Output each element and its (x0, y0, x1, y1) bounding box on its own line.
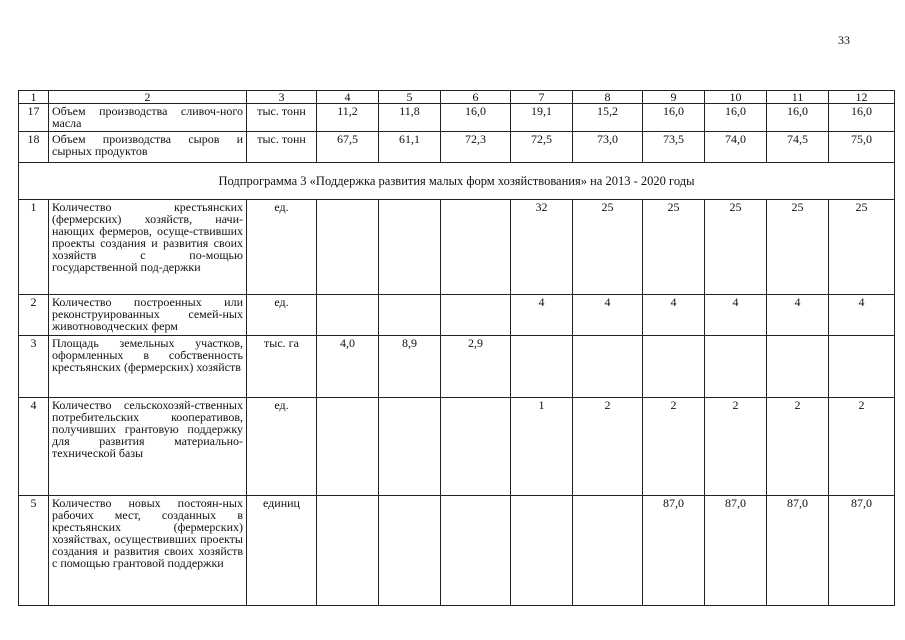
value-cell: 32 (511, 200, 573, 295)
row-number-cell: 18 (19, 132, 49, 163)
unit-cell: единиц (247, 496, 317, 606)
value-cell: 74,0 (705, 132, 767, 163)
value-cell (441, 496, 511, 606)
value-cell: 15,2 (573, 104, 643, 132)
value-cell: 87,0 (829, 496, 895, 606)
value-cell (767, 336, 829, 398)
column-number-cell: 1 (19, 91, 49, 104)
unit-cell: ед. (247, 295, 317, 336)
table-row (19, 295, 895, 336)
value-cell: 4 (511, 295, 573, 336)
column-number-cell: 10 (705, 91, 767, 104)
value-cell: 87,0 (705, 496, 767, 606)
unit-cell: ед. (247, 200, 317, 295)
value-cell (379, 200, 441, 295)
value-cell: 16,0 (767, 104, 829, 132)
value-cell: 73,0 (573, 132, 643, 163)
indicator-name-cell: Площадь земельных участков, оформленных в собственность крестьянских (фермерских) хозяйств (49, 336, 247, 398)
value-cell: 67,5 (317, 132, 379, 163)
column-number-cell: 3 (247, 91, 317, 104)
value-cell (705, 336, 767, 398)
value-cell: 25 (829, 200, 895, 295)
table-row (19, 132, 895, 163)
column-number-cell: 12 (829, 91, 895, 104)
row-number-cell: 2 (19, 295, 49, 336)
value-cell: 16,0 (643, 104, 705, 132)
value-cell: 4 (573, 295, 643, 336)
subprogram-title: Подпрограмма 3 «Поддержка развития малых форм хозяйствования» на 2013 - 2020 годы (19, 163, 895, 200)
value-cell (441, 398, 511, 496)
table-row (19, 398, 895, 496)
value-cell (441, 295, 511, 336)
column-number-cell: 11 (767, 91, 829, 104)
value-cell (573, 496, 643, 606)
indicator-name-cell: Количество построенных или реконструированных семей-ных животноводческих ферм (49, 295, 247, 336)
column-number-cell: 2 (49, 91, 247, 104)
column-number-cell: 4 (317, 91, 379, 104)
row-number-cell: 17 (19, 104, 49, 132)
value-cell: 2,9 (441, 336, 511, 398)
unit-cell: тыс. тонн (247, 104, 317, 132)
subprogram-row (19, 163, 895, 200)
column-number-cell: 7 (511, 91, 573, 104)
value-cell: 4 (829, 295, 895, 336)
value-cell: 25 (573, 200, 643, 295)
value-cell (511, 336, 573, 398)
row-number-cell: 1 (19, 200, 49, 295)
indicator-name-cell: Количество новых постоян-ных рабочих мест, созданных в крестьянских (фермерских) хозяйствах, осуществивших проекты создания и развития своих хозяйств с помощью грантовой поддержки (49, 496, 247, 606)
value-cell: 2 (643, 398, 705, 496)
value-cell: 61,1 (379, 132, 441, 163)
value-cell (573, 336, 643, 398)
value-cell (317, 200, 379, 295)
value-cell (643, 336, 705, 398)
value-cell: 2 (705, 398, 767, 496)
unit-cell: тыс. га (247, 336, 317, 398)
value-cell: 4 (643, 295, 705, 336)
row-number-cell: 3 (19, 336, 49, 398)
value-cell (829, 336, 895, 398)
value-cell (511, 496, 573, 606)
table-row (19, 104, 895, 132)
value-cell: 74,5 (767, 132, 829, 163)
value-cell (317, 496, 379, 606)
column-number-cell: 5 (379, 91, 441, 104)
column-number-row (19, 91, 895, 104)
indicator-name-cell: Количество сельскохозяй-ственных потребительских кооперативов, получивших грантовую поддержку для развития материально-технической базы (49, 398, 247, 496)
value-cell: 19,1 (511, 104, 573, 132)
value-cell: 75,0 (829, 132, 895, 163)
value-cell (441, 200, 511, 295)
value-cell: 2 (829, 398, 895, 496)
value-cell: 25 (643, 200, 705, 295)
row-number-cell: 5 (19, 496, 49, 606)
value-cell (379, 398, 441, 496)
value-cell (317, 295, 379, 336)
value-cell (379, 295, 441, 336)
indicators-table (18, 90, 895, 606)
value-cell: 4 (767, 295, 829, 336)
column-number-cell: 8 (573, 91, 643, 104)
value-cell (379, 496, 441, 606)
row-number-cell: 4 (19, 398, 49, 496)
table-row (19, 496, 895, 606)
value-cell: 11,2 (317, 104, 379, 132)
value-cell: 73,5 (643, 132, 705, 163)
unit-cell: тыс. тонн (247, 132, 317, 163)
column-number-cell: 9 (643, 91, 705, 104)
value-cell: 87,0 (767, 496, 829, 606)
value-cell (317, 398, 379, 496)
value-cell: 16,0 (441, 104, 511, 132)
page-number: 33 (838, 33, 850, 47)
value-cell: 1 (511, 398, 573, 496)
indicator-name-cell: Количество крестьянских (фермерских) хозяйств, начи-нающих фермеров, осуще-ствивших проекты создания и развития своих хозяйств с по-мощью государственной под-держки (49, 200, 247, 295)
table-row (19, 336, 895, 398)
indicator-name-cell: Объем производства сыров и сырных продуктов (49, 132, 247, 163)
value-cell: 87,0 (643, 496, 705, 606)
value-cell: 25 (767, 200, 829, 295)
table-row (19, 200, 895, 295)
indicator-name-cell: Объем производства сливоч-ного масла (49, 104, 247, 132)
value-cell: 72,5 (511, 132, 573, 163)
value-cell: 2 (573, 398, 643, 496)
value-cell: 16,0 (829, 104, 895, 132)
value-cell: 8,9 (379, 336, 441, 398)
value-cell: 16,0 (705, 104, 767, 132)
value-cell: 4 (705, 295, 767, 336)
column-number-cell: 6 (441, 91, 511, 104)
value-cell: 4,0 (317, 336, 379, 398)
value-cell: 11,8 (379, 104, 441, 132)
unit-cell: ед. (247, 398, 317, 496)
value-cell: 2 (767, 398, 829, 496)
value-cell: 72,3 (441, 132, 511, 163)
value-cell: 25 (705, 200, 767, 295)
